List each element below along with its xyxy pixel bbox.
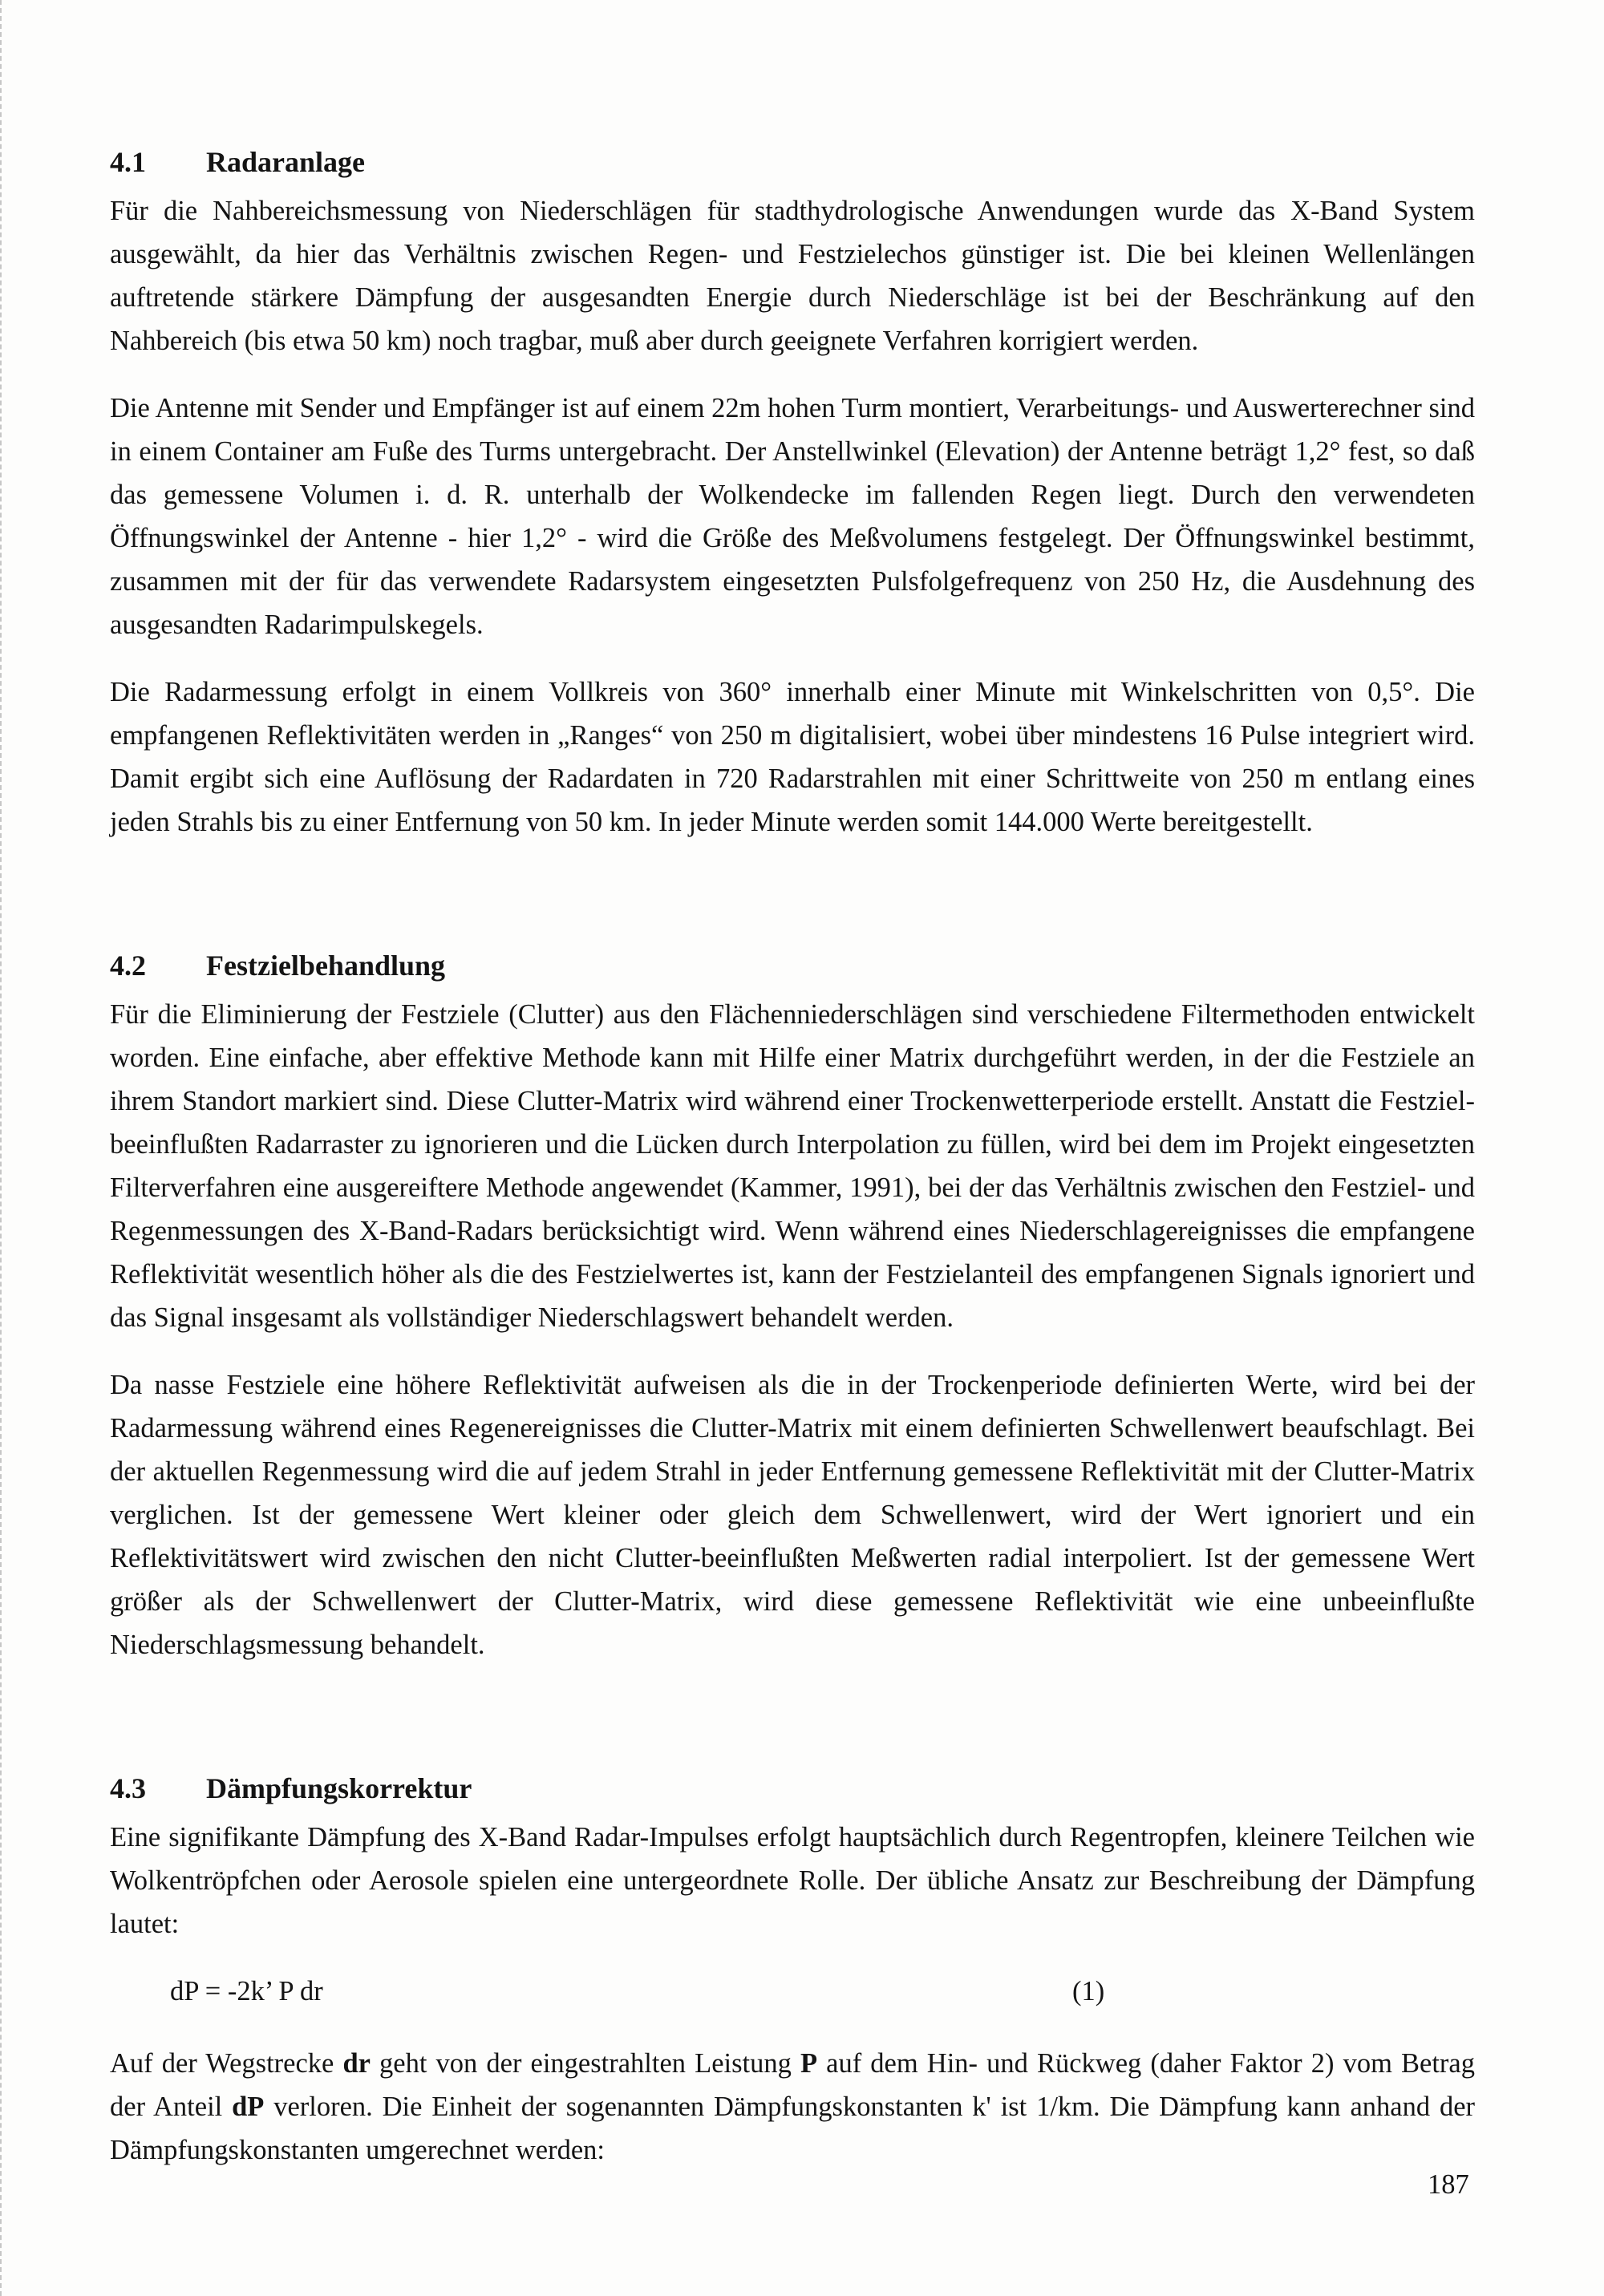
text-run: Auf der Wegstrecke bbox=[110, 2048, 343, 2079]
paragraph: Da nasse Festziele eine höhere Reflektivität aufweisen als die in der Trockenperiode definierten Werte, wird bei der Radarmessung während eines Regenereignisses die Clutter-Matrix mit einem definierten Schwellenwert beaufschlagt. Bei der aktuellen Regenmessung wird die auf jedem Strahl in jeder Entfernung gemessene Reflektivität mit der Clutter-Matrix verglichen. Ist der gemessene Wert kleiner oder gleich dem Schwellenwert, wird der Wert ignoriert und ein Reflektivitätswert wird zwischen den nicht Clutter-beeinflußten Meßwerten radial interpoliert. Ist der gemessene Wert größer als der Schwellenwert der Clutter-Matrix, wird diese gemessene Reflektivität wie eine unbeeinflußte Niederschlagsmessung behandelt. bbox=[110, 1370, 1475, 1660]
section-title: Festzielbehandlung bbox=[206, 950, 446, 982]
section-number: 4.1 bbox=[110, 146, 146, 178]
bold-term-p: P bbox=[800, 2048, 818, 2079]
equation-1 bbox=[110, 1970, 1475, 2018]
paragraph: Die Antenne mit Sender und Empfänger ist auf einem 22m hohen Turm montiert, Verarbeitungs- und Auswerterechner sind in einem Container am Fuße des Turms untergebracht. Der Anstellwinkel (Elevation) der Antenne beträgt 1,2° fest, so daß das gemessene Volumen i. d. R. unterhalb der Wolkendecke im fallenden Regen liegt. Durch den verwendeten Öffnungswinkel der Antenne - hier 1,2° - wird die Größe des Meßvolumens festgelegt. Der Öffnungswinkel bestimmt, zusammen mit der für das verwendete Radarsystem eingesetzten Pulsfolgefrequenz von 250 Hz, die Ausdehnung des ausgesandten Radarimpulskegels. bbox=[110, 393, 1475, 640]
section-heading-4-2 bbox=[110, 948, 1475, 983]
section-title: Dämpfungskorrektur bbox=[206, 1772, 472, 1804]
section-number: 4.3 bbox=[110, 1772, 146, 1804]
section-spacer bbox=[110, 1691, 1475, 1771]
section-number: 4.2 bbox=[110, 950, 146, 982]
paragraph: Für die Eliminierung der Festziele (Clutter) aus den Flächenniederschlägen sind verschiedene Filtermethoden entwickelt worden. Eine einfache, aber effektive Methode kann mit Hilfe einer Matrix durchgeführt werden, in der die Festziele an ihrem Standort markiert sind. Diese Clutter-Matrix wird während einer Trockenwetterperiode erstellt. Anstatt die Festziel-beeinflußten Radarraster zu ignorieren und die Lücken durch Interpolation zu füllen, wird bei dem im Projekt eingesetzten Filterverfahren eine ausgereiftere Methode angewendet (Kammer, 1991), bei der das Verhältnis zwischen den Festziel- und Regenmessungen des X-Band-Radars berücksichtigt wird. Wenn während eines Niederschlagereignisses die empfangene Reflektivität wesentlich höher als die des Festzielwertes ist, kann der Festzielanteil des empfangenen Signals ignoriert und das Signal insgesamt als vollständiger Niederschlagswert behandelt werden. bbox=[110, 999, 1475, 1333]
section-heading-4-3 bbox=[110, 1771, 1475, 1806]
paragraph: Für die Nahbereichsmessung von Niederschlägen für stadthydrologische Anwendungen wurde das X-Band System ausgewählt, da hier das Verhältnis zwischen Regen- und Festzielechos günstiger ist. Die bei kleinen Wellenlängen auftretende stärkere Dämpfung der ausgesandten Energie durch Niederschläge ist bei der Beschränkung auf den Nahbereich (bis etwa 50 km) noch tragbar, muß aber durch geeignete Verfahren korrigiert werden. bbox=[110, 196, 1475, 356]
text-run: auf dem Hin- und Rückweg (daher Faktor 2) vom Betrag der Anteil bbox=[110, 2048, 1475, 2122]
paragraph: Die Radarmessung erfolgt in einem Vollkreis von 360° innerhalb einer Minute mit Winkelschritten von 0,5°. Die empfangenen Reflektivitäten werden in „Ranges“ von 250 m digitalisiert, wobei über mindestens 16 Pulse integriert wird. Damit ergibt sich eine Auflösung der Radardaten in 720 Radarstrahlen mit einer Schrittweite von 250 m entlang eines jeden Strahls bis zu einer Entfernung von 50 km. In jeder Minute werden somit 144.000 Werte bereitgestellt. bbox=[110, 677, 1475, 837]
text-run: geht von der eingestrahlten Leistung bbox=[370, 2048, 800, 2079]
section-title: Radaranlage bbox=[206, 146, 365, 178]
bold-term-dp: dP bbox=[232, 2092, 265, 2122]
bold-term-dr: dr bbox=[342, 2048, 371, 2079]
section-heading-4-1 bbox=[110, 144, 1475, 180]
equation-number: (1) bbox=[1072, 1976, 1105, 2006]
page-number: 187 bbox=[1428, 2169, 1469, 2200]
paragraph: Eine signifikante Dämpfung des X-Band Radar-Impulses erfolgt hauptsächlich durch Regentropfen, kleinere Teilchen wie Wolkentröpfchen oder Aerosole spielen eine untergeordnete Rolle. Der übliche Ansatz zur Beschreibung der Dämpfung lautet: bbox=[110, 1822, 1475, 1939]
section-spacer bbox=[110, 868, 1475, 948]
paragraph-after-formula bbox=[110, 2042, 1475, 2172]
equation-expression: dP = -2k’ P dr bbox=[170, 1976, 323, 2006]
page-content bbox=[110, 144, 1475, 2196]
text-run: verloren. Die Einheit der sogenannten Dämpfungskonstanten k' ist 1/km. Die Dämpfung kann anhand der Dämpfungskonstanten umgerechnet werden: bbox=[110, 2092, 1475, 2165]
scan-edge-marks bbox=[0, 0, 6, 2296]
